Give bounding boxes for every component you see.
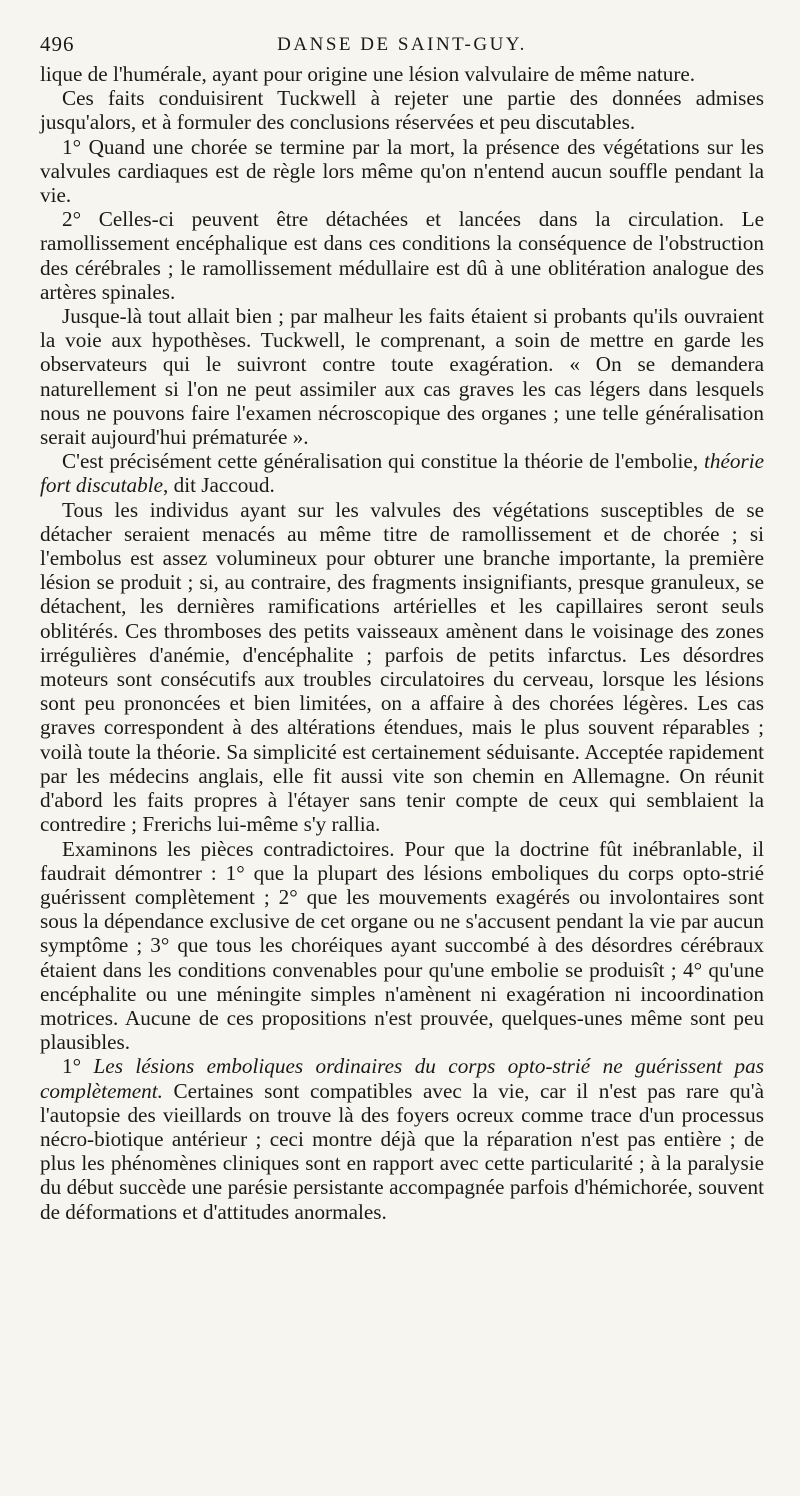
paragraph-6-lead: C'est précisément cette généralisation qui constitue la théorie de l'embolie, xyxy=(62,449,704,474)
paragraph-6-emphasis: théorie fort discutable xyxy=(40,449,764,498)
paragraph-6 xyxy=(40,449,764,497)
paragraph-7: Tous les individus ayant sur les valvules des végétations susceptibles de se détacher seraient menacés au même titre de ramollissement et de chorée ; si l'embolus est assez volumineux pour obturer une branche importante, la première lésion se produit ; si, au contraire, des fragments insignifiants, presque granuleux, se détachent, les dernières ramifications artérielles et les capillaires seront seuls oblitérés. Ces thromboses des petits vaisseaux amènent dans le voisinage des zones irrégulières d'anémie, d'encéphalite ; parfois de petits infarctus. Les désordres moteurs sont consécutifs aux troubles circulatoires du cerveau, lorsque les lésions sont peu prononcées et bien limitées, on a affaire à des chorées légères. Les cas graves correspondent à des altérations étendues, mais le plus souvent réparables ; voilà toute la théorie. Sa simplicité est certainement séduisante. Acceptée rapidement par les médecins anglais, elle fit aussi vite son chemin en Allemagne. On réunit d'abord les faits propres à l'étayer sans tenir compte de ceux qui semblaient la contredire ; Frerichs lui-même s'y rallia. xyxy=(40,497,764,837)
paragraph-1: lique de l'humérale, ayant pour origine une lésion valvulaire de même nature. xyxy=(40,62,696,86)
paragraph-2: Ces faits conduisirent Tuckwell à rejeter une partie des données admises jusqu'alors, et à formuler des conclusions réservées et peu discutables. xyxy=(40,86,764,135)
paragraph-9-tail: Certaines sont compatibles avec la vie, car il n'est pas rare qu'à l'autopsie des vieillards on trouve là des foyers ocreux comme trace d'un processus nécro-biotique antérieur ; ceci montre déjà que la réparation n'est pas entière ; de plus les phénomènes cliniques sont en rapport avec cette particularité ; à la paralysie du début succède une parésie persistante accompagnée parfois d'hémichorée, souvent de déformations et d'attitudes anormales. xyxy=(40,1078,764,1224)
paragraph-5: Jusque-là tout allait bien ; par malheur les faits étaient si probants qu'ils ouvraient la voie aux hypothèses. Tuckwell, le comprenant, a soin de mettre en garde les observateurs qui le suivront contre toute exagération. « On se demandera naturellement si l'on ne peut assimiler aux cas graves les cas légers dans lesquels nous ne pouvons faire l'examen nécroscopique des organes ; une telle généralisation serait aujourd'hui prématurée ». xyxy=(40,304,764,450)
running-title: DANSE DE SAINT-GUY. xyxy=(277,34,527,55)
paragraph-8: Examinons les pièces contradictoires. Pour que la doctrine fût inébranlable, il faudrait démontrer : 1° que la plupart des lésions emboliques du corps opto-strié guérissent complètement ; 2° que les mouvements exagérés ou involontaires sont sous la dépendance exclusive de cet organe ou ne s'accusent pendant la vie par aucun symptôme ; 3° que tous les choréiques ayant succombé à des désordres cérébraux étaient dans les conditions convenables pour qu'une embolie se produisît ; 4° qu'une encéphalite ou une méningite simples n'amènent ni exagération ni incoordination motrices. Aucune de ces propositions n'est prouvée, quelques-unes même sont peu plausibles. xyxy=(40,836,764,1055)
page-header xyxy=(40,28,764,58)
paragraph-4: 2° Celles-ci peuvent être détachées et lancées dans la circulation. Le ramollissement encéphalique est dans ces conditions la conséquence de l'obstruction des cérébrales ; le ramollissement médullaire est dû à une oblitération analogue des artères spinales. xyxy=(40,207,764,304)
body-text xyxy=(40,62,764,1224)
page-number: 496 xyxy=(40,32,75,56)
paragraph-9-emphasis: Les lésions emboliques ordinaires du corps opto-strié ne guérissent pas complètement. xyxy=(40,1054,764,1103)
paragraph-9-lead: 1° xyxy=(62,1054,94,1079)
paragraph-6-tail: , dit Jaccoud. xyxy=(163,473,275,498)
paragraph-3: 1° Quand une chorée se termine par la mort, la présence des végétations sur les valvules cardiaques est de règle lors même qu'on n'entend aucun souffle pendant la vie. xyxy=(40,134,764,208)
paragraph-9 xyxy=(40,1054,764,1223)
